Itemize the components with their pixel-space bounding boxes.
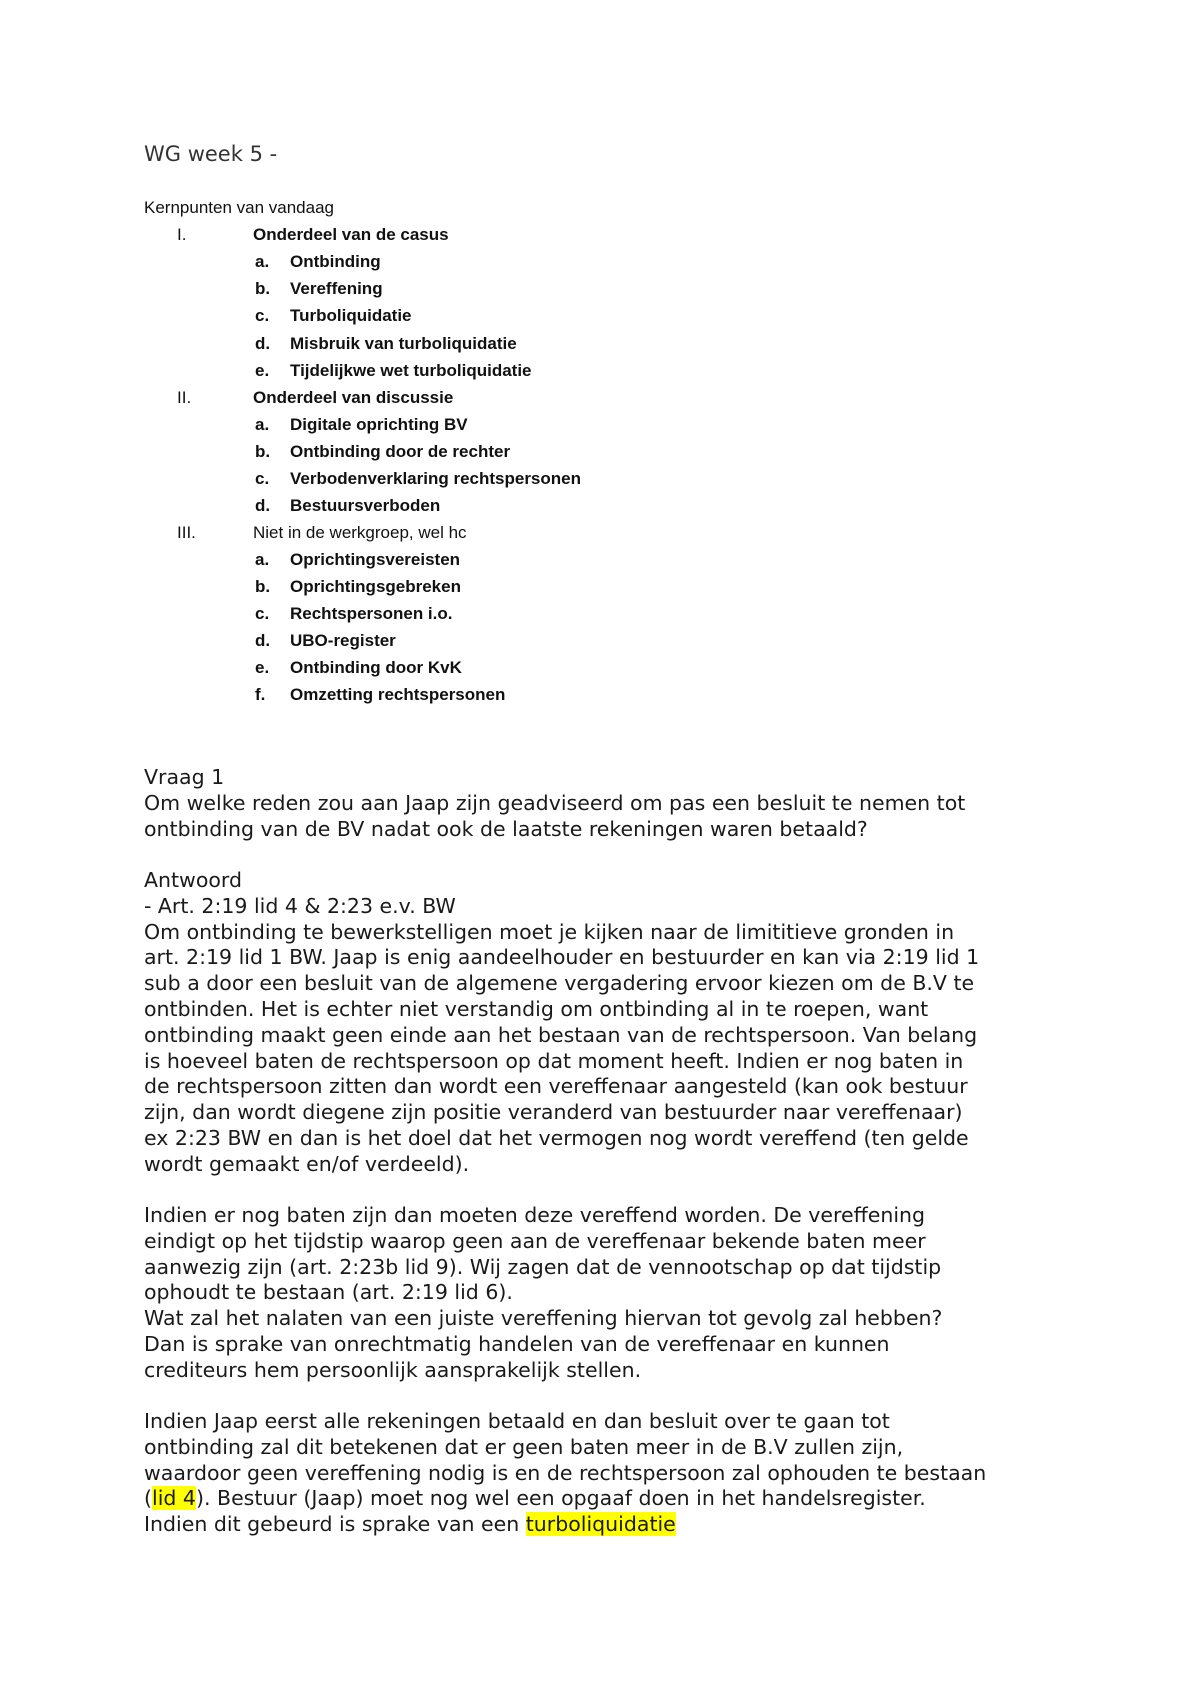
item-letter: f. [255, 685, 266, 704]
body-line: Indien er nog baten zijn dan moeten deze vereffend worden. De vereffening [144, 1203, 926, 1227]
item-letter: d. [255, 496, 271, 515]
outline-item: Vereffening [290, 279, 383, 298]
vraag-section [144, 765, 1074, 842]
body-line: art. 2:19 lid 1 BW. Jaap is enig aandeelhouder en bestuurder en kan via 2:19 lid 1 [144, 945, 980, 970]
kernpunten-heading: Kernpunten van vandaag [144, 198, 334, 217]
antwoord-paragraph-3 [144, 1409, 1074, 1538]
section-numeral: III. [177, 523, 196, 542]
body-line: is hoeveel baten de rechtspersoon op dat moment heeft. Indien er nog baten in [144, 1048, 964, 1073]
outline-item: Bestuursverboden [290, 496, 441, 515]
highlight-turboliquidatie: turboliquidatie [525, 1512, 676, 1537]
body-line: Om welke reden zou aan Jaap zijn geadviseerd om pas een besluit te nemen tot [144, 790, 966, 815]
section-numeral: I. [177, 225, 187, 244]
line-text: Indien dit gebeurd is sprake van een [144, 1512, 526, 1537]
item-letter: e. [255, 658, 270, 677]
body-line: Dan is sprake van onrechtmatig handelen van de vereffenaar en kunnen [144, 1331, 890, 1356]
body-line [144, 1486, 1074, 1512]
body-line: ex 2:23 BW en dan is het doel dat het vermogen nog wordt vereffend (ten gelde [144, 1125, 969, 1150]
item-letter: a. [255, 415, 270, 434]
section-label: Niet in de werkgroep, wel hc [253, 523, 467, 542]
item-letter: b. [255, 279, 271, 298]
antwoord-section [144, 868, 1074, 1178]
antwoord-heading: Antwoord [144, 868, 242, 892]
body-line: ontbinding zal dit betekenen dat er geen baten meer in de B.V zullen zijn, [144, 1434, 904, 1459]
body-line: Wat zal het nalaten van een juiste vereffening hiervan tot gevolg zal hebben? [144, 1306, 943, 1331]
body-line: zijn, dan wordt diegene zijn positie veranderd van bestuurder naar vereffenaar) [144, 1100, 963, 1125]
outline-item: Ontbinding door de rechter [290, 442, 511, 461]
outline-item: Verbodenverklaring rechtspersonen [290, 469, 581, 488]
open-paren: ( [144, 1486, 152, 1511]
document-title: WG week 5 - [144, 142, 278, 166]
item-letter: c. [255, 469, 270, 488]
item-letter: b. [255, 442, 271, 461]
item-letter: a. [255, 550, 270, 569]
outline-item: Oprichtingsgebreken [290, 577, 461, 596]
outline-item: Ontbinding [290, 252, 381, 271]
body-line: eindigt op het tijdstip waarop geen aan de vereffenaar bekende baten meer [144, 1228, 926, 1253]
highlight-lid-4: lid 4 [152, 1486, 196, 1511]
body-line [144, 1512, 1074, 1538]
item-letter: c. [255, 604, 270, 623]
body-line: sub a door een besluit van de algemene vergadering ervoor kiezen om de B.V te [144, 971, 975, 996]
vraag-heading: Vraag 1 [144, 765, 225, 789]
outline-item: UBO-register [290, 631, 396, 650]
outline-item: Omzetting rechtspersonen [290, 685, 506, 704]
body-line: aanwezig zijn (art. 2:23b lid 9). Wij zagen dat de vennootschap op dat tijdstip [144, 1254, 942, 1279]
outline-item: Ontbinding door KvK [290, 658, 462, 677]
body-line: de rechtspersoon zitten dan wordt een vereffenaar aangesteld (kan ook bestuur [144, 1074, 968, 1099]
body-line: Indien Jaap eerst alle rekeningen betaald en dan besluit over te gaan tot [144, 1409, 890, 1433]
outline-item: Digitale oprichting BV [290, 415, 468, 434]
item-letter: b. [255, 577, 271, 596]
item-letter: e. [255, 361, 270, 380]
body-line: crediteurs hem persoonlijk aansprakelijk stellen. [144, 1357, 642, 1382]
item-letter: a. [255, 252, 270, 271]
outline-item: Turboliquidatie [290, 306, 412, 325]
body-line: wordt gemaakt en/of verdeeld). [144, 1151, 470, 1176]
section-numeral: II. [177, 388, 192, 407]
item-letter: c. [255, 306, 270, 325]
item-letter: d. [255, 334, 271, 353]
body-line: ontbinding van de BV nadat ook de laatste rekeningen waren betaald? [144, 816, 868, 841]
antwoord-paragraph-2 [144, 1203, 1074, 1384]
item-letter: d. [255, 631, 271, 650]
outline-item: Oprichtingsvereisten [290, 550, 461, 569]
section-label: Onderdeel van de casus [253, 225, 449, 244]
outline-item: Rechtspersonen i.o. [290, 604, 453, 623]
body-line: - Art. 2:19 lid 4 & 2:23 e.v. BW [144, 893, 456, 918]
body-line: ontbinding maakt geen einde aan het bestaan van de rechtspersoon. Van belang [144, 1022, 978, 1047]
body-line: Om ontbinding te bewerkstelligen moet je kijken naar de limititieve gronden in [144, 919, 955, 944]
line-text: ). Bestuur (Jaap) moet nog wel een opgaaf doen in het handelsregister. [195, 1486, 926, 1511]
outline-item: Misbruik van turboliquidatie [290, 334, 517, 353]
section-label: Onderdeel van discussie [253, 388, 454, 407]
outline-item: Tijdelijkwe wet turboliquidatie [290, 361, 532, 380]
body-line: waardoor geen vereffening nodig is en de rechtspersoon zal ophouden te bestaan [144, 1460, 987, 1485]
body-line: ontbinden. Het is echter niet verstandig om ontbinding al in te roepen, want [144, 996, 929, 1021]
body-line: ophoudt te bestaan (art. 2:19 lid 6). [144, 1280, 513, 1305]
